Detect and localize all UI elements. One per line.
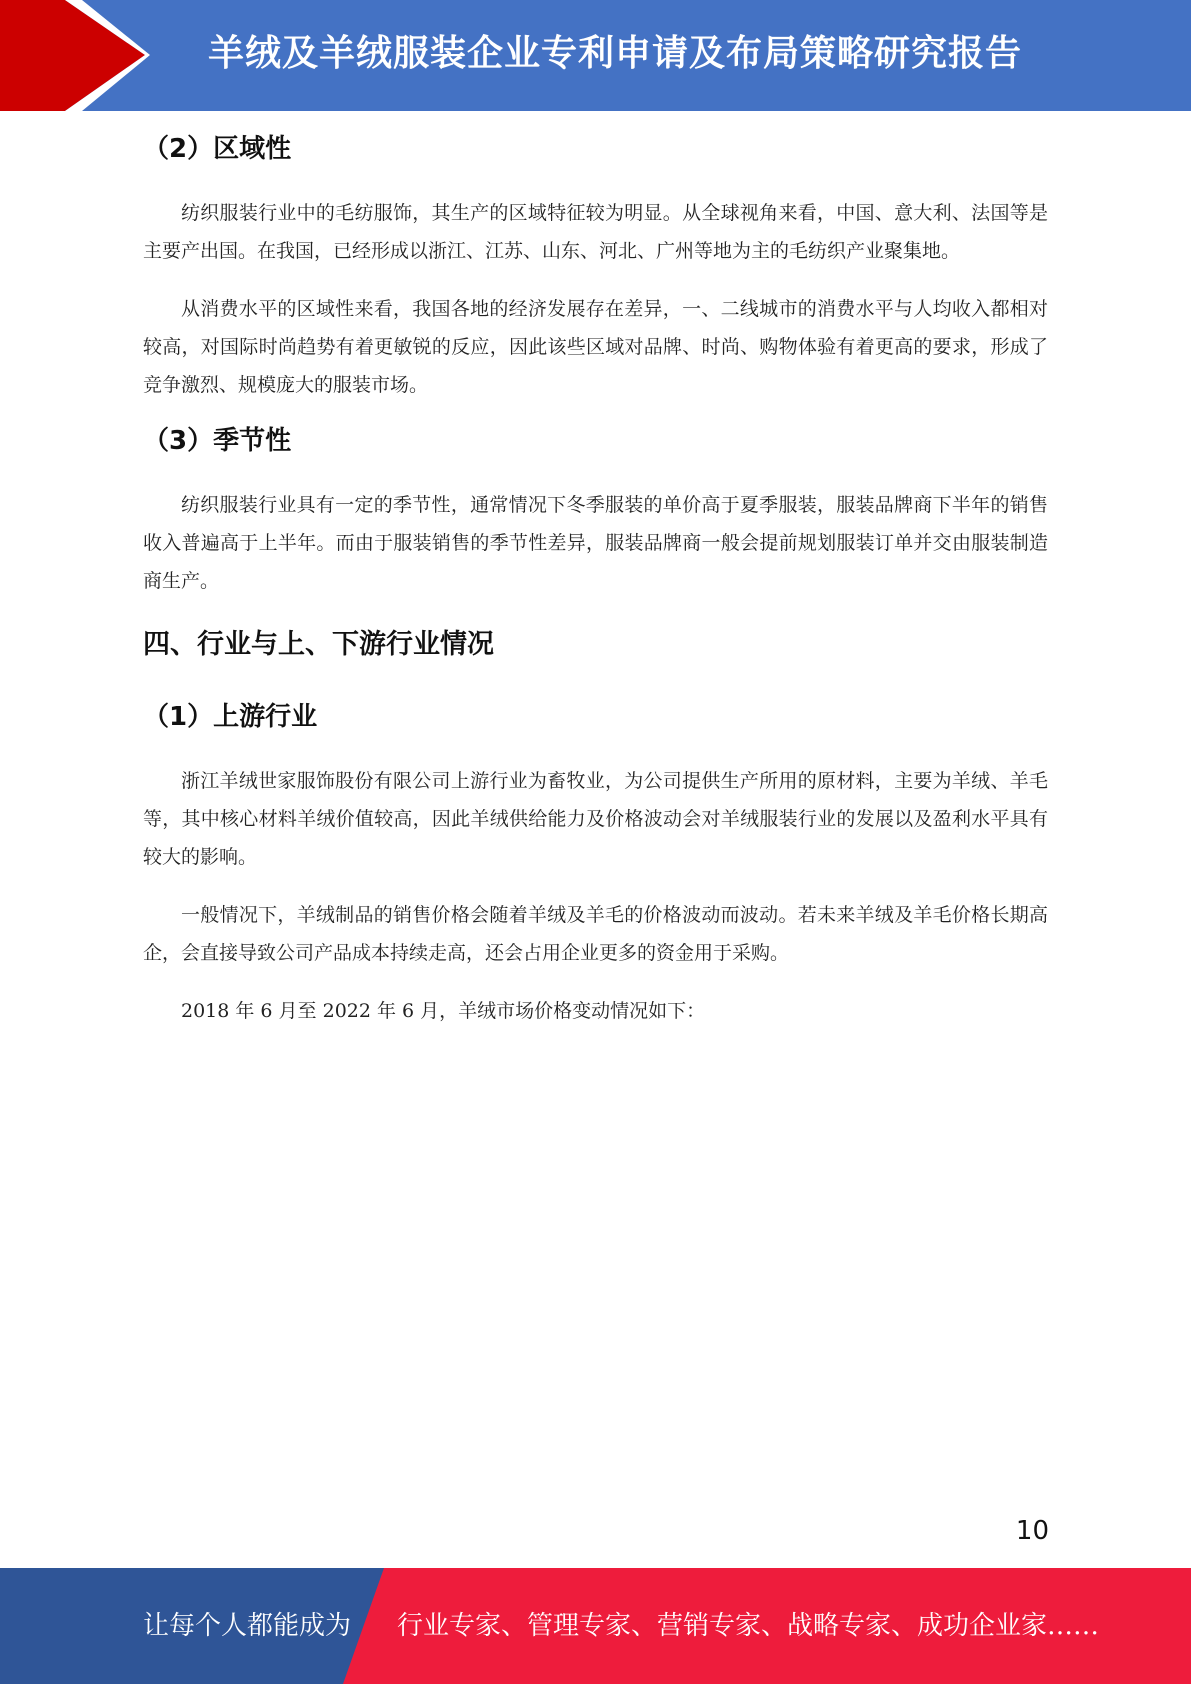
report-title: 羊绒及羊绒服装企业专利申请及布局策略研究报告: [208, 33, 1023, 74]
footer-slogan-right: 行业专家、管理专家、营销专家、战略专家、成功企业家……: [397, 1611, 1100, 1641]
paragraph: 一般情况下，羊绒制品的销售价格会随着羊绒及羊毛的价格波动而波动。若未来羊绒及羊毛价格长期高企，会直接导致公司产品成本持续走高，还会占用企业更多的资金用于采购。: [143, 904, 1048, 964]
page-number: 10: [1015, 1516, 1049, 1546]
footer-slogan-left: 让每个人都能成为: [143, 1611, 352, 1641]
paragraph: 纺织服装行业具有一定的季节性，通常情况下冬季服装的单价高于夏季服装，服装品牌商下半年的销售收入普遍高于上半年。而由于服装销售的季节性差异，服装品牌商一般会提前规划服装订单并交由服装制造商生产。: [143, 494, 1048, 592]
report-footer-banner: [0, 1568, 1191, 1684]
paragraph-chart-intro: 2018 年 6 月至 2022 年 6 月，羊绒市场价格变动情况如下：: [181, 1000, 706, 1022]
paragraph: 浙江羊绒世家服饰股份有限公司上游行业为畜牧业，为公司提供生产所用的原材料，主要为羊绒、羊毛等，其中核心材料羊绒价值较高，因此羊绒供给能力及价格波动会对羊绒服装行业的发展以及盈利水平具有较大的影响。: [143, 770, 1048, 868]
paragraph: 从消费水平的区域性来看，我国各地的经济发展存在差异，一、二线城市的消费水平与人均收入都相对较高，对国际时尚趋势有着更敏锐的反应，因此该些区域对品牌、时尚、购物体验有着更高的要求，形成了竞争激烈、规模庞大的服装市场。: [143, 298, 1048, 396]
paragraph: 纺织服装行业中的毛纺服饰，其生产的区域特征较为明显。从全球视角来看，中国、意大利、法国等是主要产出国。在我国，已经形成以浙江、江苏、山东、河北、广州等地为主的毛纺织产业聚集地。: [143, 202, 1048, 262]
section-heading-upstream: （1）上游行业: [143, 702, 318, 732]
report-header-banner: [0, 0, 1191, 111]
page-content: [143, 124, 1048, 1030]
section-heading-seasonal: （3）季节性: [143, 426, 292, 456]
section-heading-industry-chain: 四、行业与上、下游行业情况: [143, 629, 494, 660]
section-heading-regional: （2）区域性: [143, 134, 292, 164]
